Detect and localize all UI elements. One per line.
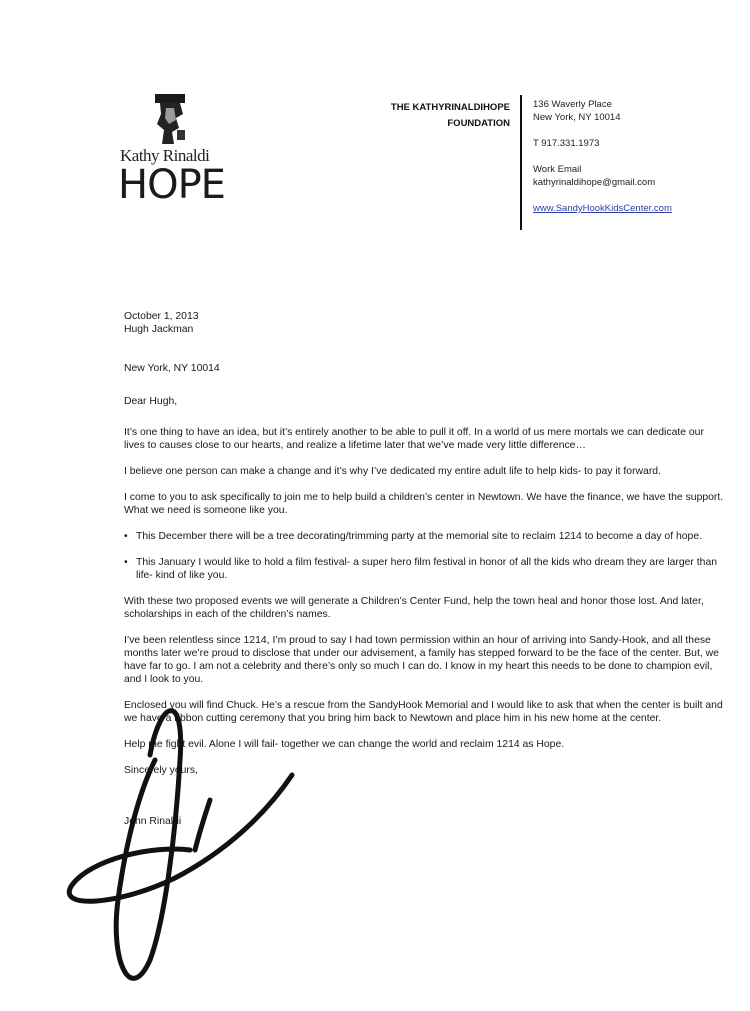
letter-body	[124, 310, 724, 828]
header-divider	[520, 95, 522, 230]
event-item-december: • This December there will be a tree decorating/trimming party at the memorial site to reclaim 1214 to become a day of hope.	[124, 530, 724, 543]
logo-name-text: Kathy Rinaldi	[120, 146, 210, 165]
email-label: Work Email	[533, 164, 582, 175]
figure-logo-icon	[152, 94, 188, 144]
foundation-logo	[118, 92, 238, 222]
paragraph-4: With these two proposed events we will generate a Children’s Center Fund, help the town heal and honor those lost. And later, scholarships in each of the children’s names.	[124, 596, 704, 620]
paragraph-5: I’ve been relentless since 1214, I’m proud to say I had town permission within an hour of arriving into Sandy-Hook, and all these months later we’re proud to disclose that under our advisement, a family has stepped forward to be the face of the center. But, we have far to go. I am not a celebrity and there’s only so much I can do. I know in my heart this needs to be done to champion evil, and I look to you.	[124, 635, 719, 685]
address-line-1: 136 Waverly Place	[533, 99, 612, 110]
salutation: Dear Hugh,	[124, 396, 178, 407]
address-line-2: New York, NY 10014	[533, 112, 621, 123]
letter-date: October 1, 2013	[124, 311, 199, 322]
logo-hope-text: HOPE	[118, 162, 225, 208]
closing: Sincerely yours,	[124, 765, 198, 776]
phone-number: T 917.331.1973	[533, 138, 600, 149]
event-item-january: • This January I would like to hold a film festival- a super hero film festival in honor of all the kids who dream they are larger than life- kind of like you.	[124, 556, 724, 582]
redacted-address-line	[124, 336, 724, 349]
contact-block	[533, 98, 672, 215]
recipient-name: Hugh Jackman	[124, 324, 194, 335]
paragraph-1: It’s one thing to have an idea, but it’s entirely another to be able to pull it off. In a world of us mere mortals we can dedicate our lives to causes close to our hearts, and realize a lifetime later that we’ve made very little difference…	[124, 427, 704, 451]
signer-name: John Rinaldi	[124, 816, 182, 827]
paragraph-2: I believe one person can make a change and it’s why I’ve dedicated my entire adult life to help kids- to pay it forward.	[124, 466, 661, 477]
organization-name: THE KATHYRINALDIHOPE FOUNDATION	[390, 102, 510, 129]
paragraph-7: Help me fight evil. Alone I will fail- together we can change the world and reclaim 1214 as Hope.	[124, 739, 565, 750]
website-link[interactable]: www.SandyHookKidsCenter.com	[533, 203, 672, 214]
paragraph-6: Enclosed you will find Chuck. He’s a rescue from the SandyHook Memorial and I would like to ask that when the center is built and we have a ribbon cutting ceremony that you bring him back to Newtown and place him in his new home at the center.	[124, 700, 723, 724]
recipient-city: New York, NY 10014	[124, 363, 220, 374]
event-list	[124, 530, 724, 582]
email-address[interactable]: kathyrinaldihope@gmail.com	[533, 177, 656, 188]
paragraph-3: I come to you to ask specifically to join me to help build a children’s center in Newtown. We have the finance, we have the support. What we need is someone like you.	[124, 492, 724, 516]
